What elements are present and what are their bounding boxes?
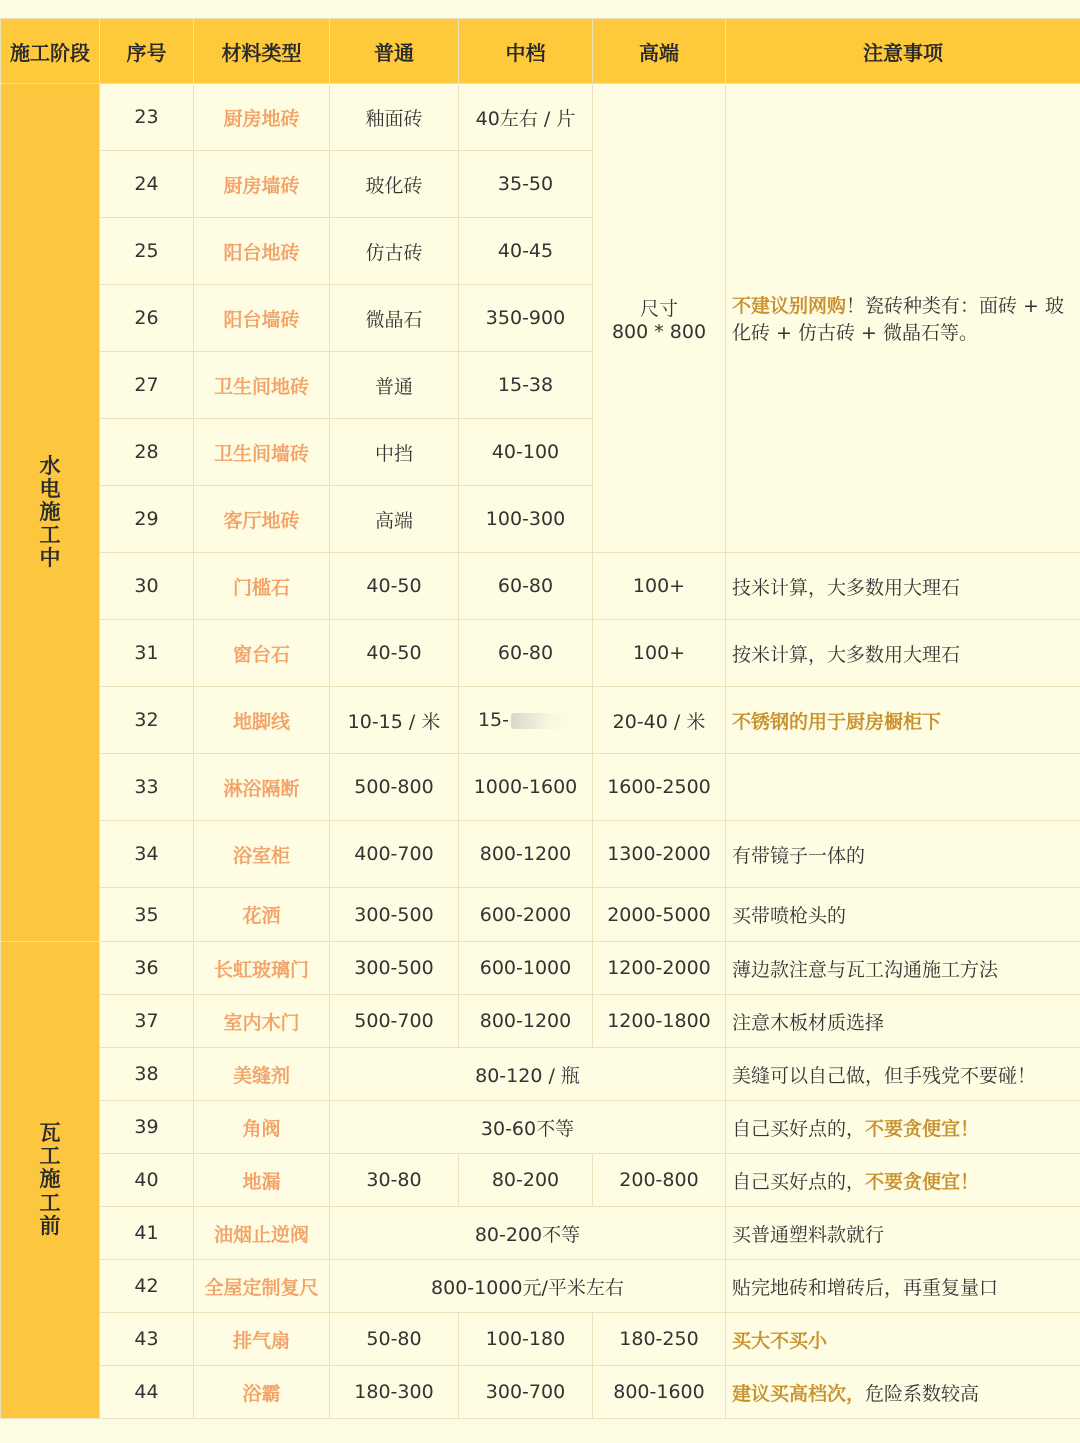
price-range-merged: 80-200不等: [330, 1207, 726, 1260]
price-basic: 180-300: [330, 1366, 459, 1419]
price-basic: 玻化砖: [330, 151, 459, 218]
note-cell: [726, 995, 1080, 1048]
price-high: 1200-1800: [593, 995, 726, 1048]
row-number: 34: [100, 821, 194, 888]
price-basic: 釉面砖: [330, 84, 459, 151]
row-number: 29: [100, 486, 194, 553]
price-basic: 中挡: [330, 419, 459, 486]
price-high: 100+: [593, 553, 726, 620]
price-mid-value: 60-80: [497, 575, 554, 597]
price-basic: 10-15 / 米: [330, 687, 459, 754]
stage-label: 水电施工中: [39, 453, 61, 571]
material-name: 浴室柜: [194, 821, 330, 888]
price-basic: 40-50: [330, 620, 459, 687]
note-cell: [726, 888, 1080, 942]
row-number: 33: [100, 754, 194, 821]
row-number: 35: [100, 888, 194, 942]
material-name: 门槛石: [194, 553, 330, 620]
price-high: 20-40 / 米: [593, 687, 726, 754]
table-row: [1, 888, 1080, 942]
price-high: 1600-2500: [593, 754, 726, 821]
price-mid: [459, 352, 593, 419]
note-cell: [726, 687, 1080, 754]
price-high: 180-250: [593, 1313, 726, 1366]
tile-size-cell: [593, 84, 726, 553]
header-notes: 注意事项: [726, 19, 1080, 84]
price-mid: [459, 821, 593, 888]
price-mid: [459, 1313, 593, 1366]
material-name: 窗台石: [194, 620, 330, 687]
material-name: 淋浴隔断: [194, 754, 330, 821]
table-row: [1, 942, 1080, 995]
row-number: 28: [100, 419, 194, 486]
price-mid-value: 80-200: [491, 1169, 560, 1191]
material-name: 美缝剂: [194, 1048, 330, 1101]
price-mid-value: 350-900: [485, 307, 566, 329]
table-row: [1, 553, 1080, 620]
row-number: 37: [100, 995, 194, 1048]
material-name: 阳台地砖: [194, 218, 330, 285]
note-text: 有带镜子一体的: [732, 844, 866, 867]
price-mid-value: 600-2000: [479, 903, 572, 926]
price-mid-value: 35-50: [497, 173, 554, 195]
tile-note-highlight: 不建议别网购: [732, 295, 847, 317]
price-mid-value: 60-80: [497, 642, 554, 664]
price-mid-value: 100-300: [485, 508, 566, 530]
price-mid: [459, 1154, 593, 1207]
table-row: [1, 1207, 1080, 1260]
price-basic: 高端: [330, 486, 459, 553]
material-name: 卫生间墙砖: [194, 419, 330, 486]
note-highlight: 不锈钢的用于厨房橱柜下: [732, 710, 942, 733]
table-row: [1, 687, 1080, 754]
price-basic: 微晶石: [330, 285, 459, 352]
row-number: 25: [100, 218, 194, 285]
material-name: 浴霸: [194, 1366, 330, 1419]
price-mid-value: 15-38: [497, 374, 554, 396]
price-high: 1300-2000: [593, 821, 726, 888]
note-cell: [726, 1048, 1080, 1101]
price-mid: [459, 687, 593, 754]
note-cell: [726, 942, 1080, 995]
price-high: 1200-2000: [593, 942, 726, 995]
note-cell: [726, 1313, 1080, 1366]
price-mid: [459, 285, 593, 352]
tile-note-text: ！瓷砖种类有：面砖 + 玻化砖 + 仿古砖 + 微晶石等。: [732, 295, 1065, 344]
price-basic: 500-800: [330, 754, 459, 821]
price-mid-value: 300-700: [485, 1381, 566, 1403]
table-row: [1, 1101, 1080, 1154]
price-mid-value: 100-180: [485, 1328, 566, 1350]
row-number: 38: [100, 1048, 194, 1101]
price-mid-value: 40-100: [491, 441, 560, 463]
table-body: [1, 84, 1080, 1419]
blurred-value: [511, 713, 573, 729]
material-name: 室内木门: [194, 995, 330, 1048]
material-name: 排气扇: [194, 1313, 330, 1366]
note-highlight: 买大不买小: [732, 1329, 828, 1352]
price-basic: 300-500: [330, 888, 459, 942]
note-cell: [726, 1101, 1080, 1154]
price-mid-value: 800-1200: [479, 1010, 572, 1032]
price-mid: [459, 620, 593, 687]
material-name: 阳台墙砖: [194, 285, 330, 352]
price-mid-value: 15-: [477, 709, 510, 731]
material-name: 全屋定制复尺: [194, 1260, 330, 1313]
material-name: 长虹玻璃门: [194, 942, 330, 995]
note-text: 自己买好点的，: [732, 1117, 866, 1140]
row-number: 26: [100, 285, 194, 352]
tile-note-cell: [726, 84, 1080, 553]
price-range-merged: 30-60不等: [330, 1101, 726, 1154]
material-name: 厨房地砖: [194, 84, 330, 151]
price-mid: [459, 1366, 593, 1419]
price-mid: [459, 995, 593, 1048]
row-number: 32: [100, 687, 194, 754]
price-mid: [459, 151, 593, 218]
table-row: [1, 1048, 1080, 1101]
note-text: 薄边款注意与瓦工沟通施工方法: [732, 958, 999, 981]
note-cell: [726, 1207, 1080, 1260]
header-stage: 施工阶段: [1, 19, 100, 84]
price-range-merged: 80-120 / 瓶: [330, 1048, 726, 1101]
stage-cell: [1, 942, 100, 1419]
table-row: [1, 1154, 1080, 1207]
note-cell: [726, 821, 1080, 888]
stage-cell: [1, 84, 100, 942]
price-mid: [459, 84, 593, 151]
material-name: 油烟止逆阀: [194, 1207, 330, 1260]
material-name: 地脚线: [194, 687, 330, 754]
note-text: 危险系数较高: [865, 1382, 980, 1405]
price-mid-value: 40-45: [497, 240, 554, 262]
material-name: 角阀: [194, 1101, 330, 1154]
note-text: 买带喷枪头的: [732, 905, 847, 927]
note-text: 技米计算，大多数用大理石: [732, 576, 961, 599]
price-mid-value: 600-1000: [479, 957, 572, 979]
price-basic: 50-80: [330, 1313, 459, 1366]
header-high: 高端: [593, 19, 726, 84]
header-material-type: 材料类型: [194, 19, 330, 84]
stage-label: 瓦工施工前: [39, 1121, 61, 1238]
tile-size-value: 800 * 800: [611, 320, 707, 343]
table-row: [1, 995, 1080, 1048]
table-header-row: [1, 19, 1080, 84]
price-basic: 30-80: [330, 1154, 459, 1207]
table-row: [1, 1313, 1080, 1366]
price-mid: [459, 942, 593, 995]
material-name: 地漏: [194, 1154, 330, 1207]
price-mid: [459, 486, 593, 553]
note-text: 买普通塑料款就行: [732, 1223, 885, 1246]
materials-price-table: [0, 18, 1080, 1419]
row-number: 43: [100, 1313, 194, 1366]
price-basic: 仿古砖: [330, 218, 459, 285]
note-highlight: 建议买高档次，: [732, 1382, 866, 1405]
price-mid: [459, 419, 593, 486]
price-high: 800-1600: [593, 1366, 726, 1419]
row-number: 30: [100, 553, 194, 620]
row-number: 36: [100, 942, 194, 995]
row-number: 31: [100, 620, 194, 687]
price-basic: 300-500: [330, 942, 459, 995]
price-high: 100+: [593, 620, 726, 687]
price-high: 200-800: [593, 1154, 726, 1207]
price-mid-value: 800-1200: [479, 843, 572, 865]
note-text: 自己买好点的，: [732, 1170, 866, 1193]
note-highlight: 不要贪便宜！: [865, 1117, 980, 1140]
row-number: 41: [100, 1207, 194, 1260]
row-number: 27: [100, 352, 194, 419]
price-mid-value: 40左右 / 片: [475, 107, 576, 130]
note-text: 贴完地砖和增砖后，再重复量口: [732, 1276, 999, 1299]
price-mid: [459, 888, 593, 942]
price-basic: 普通: [330, 352, 459, 419]
price-range-merged: 800-1000元/平米左右: [330, 1260, 726, 1313]
note-highlight: 不要贪便宜！: [865, 1170, 980, 1193]
material-name: 卫生间地砖: [194, 352, 330, 419]
header-basic: 普通: [330, 19, 459, 84]
table-row: [1, 821, 1080, 888]
table-row: [1, 84, 1080, 151]
material-name: 厨房墙砖: [194, 151, 330, 218]
table-row: [1, 1260, 1080, 1313]
row-number: 40: [100, 1154, 194, 1207]
table-row: [1, 754, 1080, 821]
price-mid: [459, 553, 593, 620]
row-number: 42: [100, 1260, 194, 1313]
note-cell: [726, 1366, 1080, 1419]
price-basic: 40-50: [330, 553, 459, 620]
material-name: 客厅地砖: [194, 486, 330, 553]
note-text: 按米计算，大多数用大理石: [732, 643, 961, 666]
header-mid: 中档: [459, 19, 593, 84]
price-high: 2000-5000: [593, 888, 726, 942]
note-text: 美缝可以自己做，但手残党不要碰！: [732, 1064, 1037, 1087]
price-basic: 500-700: [330, 995, 459, 1048]
row-number: 24: [100, 151, 194, 218]
note-cell: [726, 620, 1080, 687]
note-text: 注意木板材质选择: [732, 1011, 885, 1034]
row-number: 44: [100, 1366, 194, 1419]
note-cell: [726, 1154, 1080, 1207]
table-row: [1, 1366, 1080, 1419]
price-basic: 400-700: [330, 821, 459, 888]
note-cell: [726, 553, 1080, 620]
material-name: 花洒: [194, 888, 330, 942]
row-number: 23: [100, 84, 194, 151]
price-mid: [459, 754, 593, 821]
note-cell: [726, 1260, 1080, 1313]
row-number: 39: [100, 1101, 194, 1154]
price-mid: [459, 218, 593, 285]
tile-size-label: 尺寸: [639, 297, 678, 320]
note-cell: [726, 754, 1080, 821]
header-number: 序号: [100, 19, 194, 84]
price-mid-value: 1000-1600: [473, 776, 578, 798]
table-row: [1, 620, 1080, 687]
